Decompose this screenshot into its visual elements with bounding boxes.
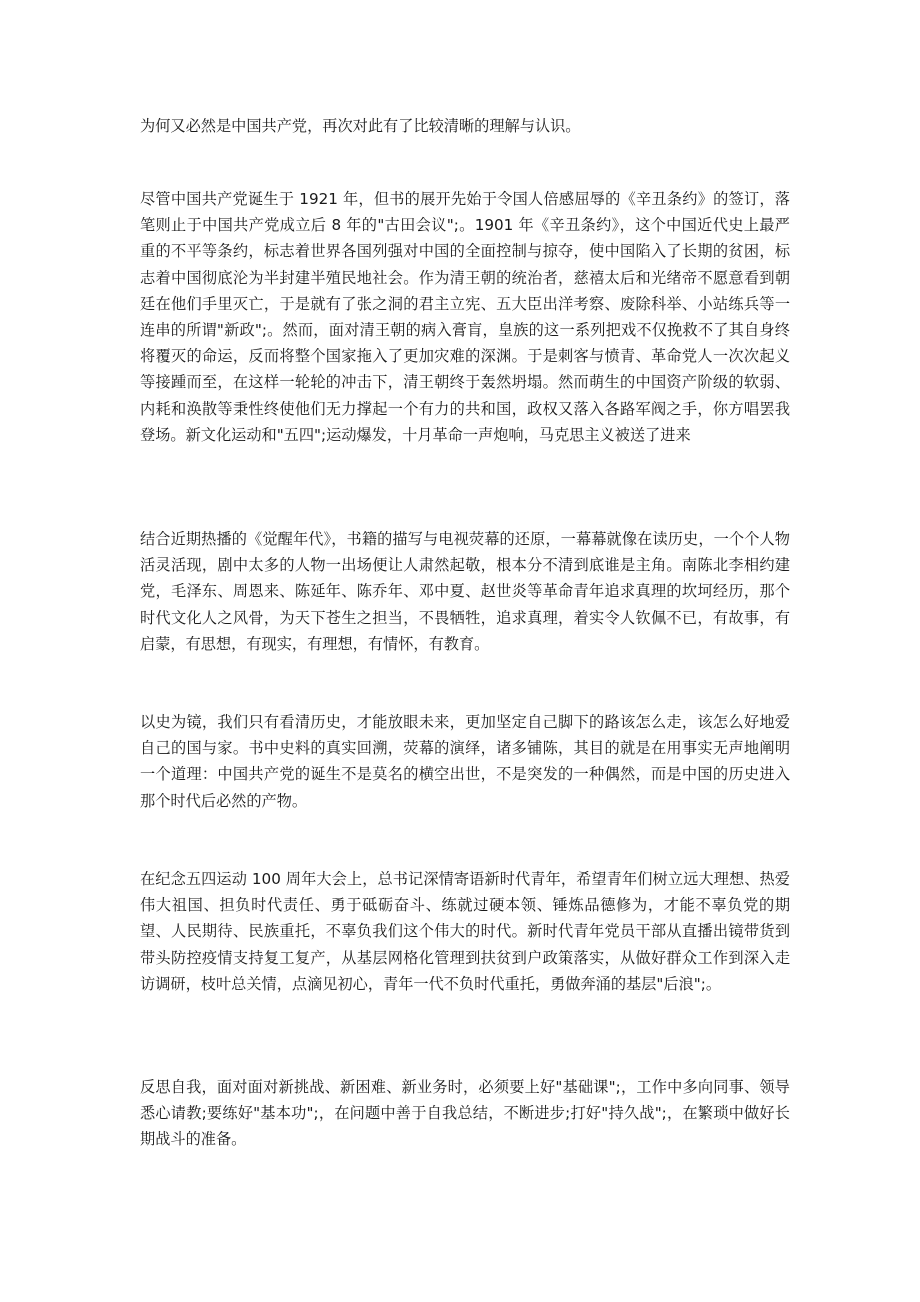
paragraph-2: 尽管中国共产党诞生于 1921 年，但书的展开先始于令国人倍感屈辱的《辛丑条约》的签订，落笔则止于中国共产党成立后 8 年的"古田会议";。1901 年《辛丑条约》，这个中国近代史上最严重的不平等条约，标志着世界各国列强对中国的全面控制与掠夺，使中国陷入了长期的贫困，标志着中国彻底沦为半封建半殖民地社会。作为清王朝的统治者，慈禧太后和光绪帝不愿意看到朝廷在他们手里灭亡，于是就有了张之洞的君主立宪、五大臣出洋考察、废除科举、小站练兵等一连串的所谓"新政";。然而，面对清王朝的病入膏肓，皇族的这一系列把戏不仅挽救不了其自身终将覆灭的命运，反而将整个国家拖入了更加灾难的深渊。于是刺客与愤青、革命党人一次次起义等接踵而至，在这样一轮轮的冲击下，清王朝终于轰然坍塌。然而萌生的中国资产阶级的软弱、内耗和涣散等秉性终使他们无力撑起一个有力的共和国，政权又落入各路军阀之手，你方唱罢我登场。新文化运动和"五四";运动爆发，十月革命一声炮响，马克思主义被送了进来 bbox=[140, 190, 790, 444]
paragraph-4: 以史为镜，我们只有看清历史，才能放眼未来，更加坚定自己脚下的路该怎么走，该怎么好地爱自己的国与家。书中史料的真实回溯，荧幕的演绎，诸多铺陈，其目的就是在用事实无声地阐明一个道理：中国共产党的诞生不是莫名的横空出世，不是突发的一种偶然，而是中国的历史进入那个时代后必然的产物。 bbox=[140, 713, 790, 810]
paragraph-6: 反思自我，面对面对新挑战、新困难、新业务时，必须要上好"基础课";，工作中多向同事、领导悉心请教;要练好"基本功";，在问题中善于自我总结，不断进步;打好"持久战";，在繁琐中做好长期战斗的准备。 bbox=[140, 1078, 790, 1149]
paragraph-5: 在纪念五四运动 100 周年大会上，总书记深情寄语新时代青年，希望青年们树立远大理想、热爱伟大祖国、担负时代责任、勇于砥砺奋斗、练就过硬本领、锤炼品德修为，才能不辜负党的期望、人民期待、民族重托，不辜负我们这个伟大的时代。新时代青年党员干部从直播出镜带货到带头防控疫情支持复工复产，从基层网格化管理到扶贫到户政策落实，从做好群众工作到深入走访调研，枝叶总关情，点滴见初心，青年一代不负时代重托，勇做奔涌的基层"后浪";。 bbox=[140, 870, 790, 993]
paragraph-3: 结合近期热播的《觉醒年代》，书籍的描写与电视荧幕的还原，一幕幕就像在读历史，一个个人物活灵活现，剧中太多的人物一出场便让人肃然起敬，根本分不清到底谁是主角。南陈北李相约建党，毛泽东、周恩来、陈延年、陈乔年、邓中夏、赵世炎等革命青年追求真理的坎坷经历，那个时代文化人之风骨，为天下苍生之担当，不畏牺牲，追求真理，着实令人钦佩不已，有故事，有启蒙，有思想，有现实，有理想，有情怀，有教育。 bbox=[140, 530, 790, 653]
paragraph-1: 为何又必然是中国共产党，再次对此有了比较清晰的理解与认识。 bbox=[140, 117, 581, 135]
